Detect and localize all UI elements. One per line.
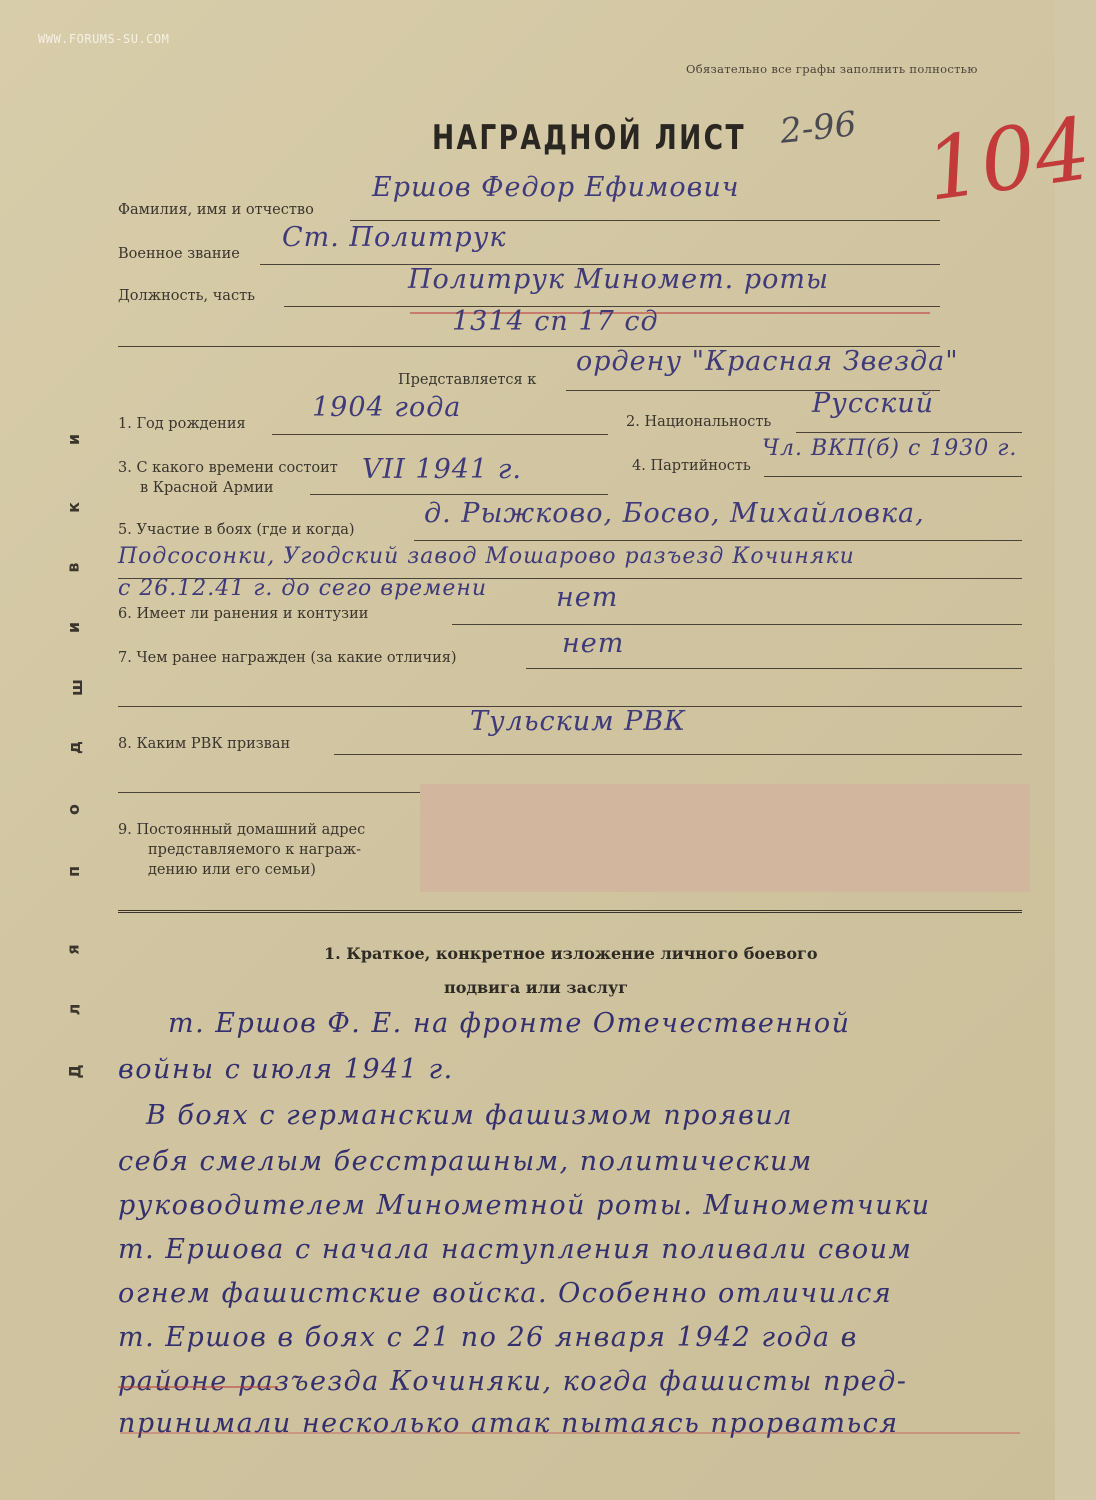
narrative-line: принимали несколько атак пытаясь прорваться (118, 1408, 899, 1439)
sidebar-letter: и (64, 621, 84, 634)
unit-value: 1314 сп 17 сд (452, 306, 659, 337)
nominated-value: ордену "Красная Звезда" (576, 346, 959, 377)
awards-line (526, 668, 1022, 669)
sidebar-letter: л (64, 1003, 84, 1016)
section-title-2: подвига или заслуг (444, 978, 629, 997)
sidebar-signature-caption (60, 400, 100, 1100)
document-title: НАГРАДНОЙ ЛИСТ (432, 118, 746, 158)
narrative-line: т. Ершов Ф. Е. на фронте Отечественной (168, 1008, 851, 1039)
narrative-line: т. Ершова с начала наступления поливали своим (118, 1234, 913, 1265)
birth-year-line (272, 434, 608, 435)
pencil-mark: 2-96 (778, 104, 859, 152)
narrative-line: войны с июля 1941 г. (118, 1054, 454, 1085)
awards-label: 7. Чем ранее награжден (за какие отличия) (118, 650, 457, 666)
fio-line (350, 220, 940, 221)
sidebar-letter: к (63, 502, 83, 513)
red-sheet-number: 104 (919, 99, 1096, 221)
wounds-label: 6. Имеет ли ранения и контузии (118, 606, 369, 622)
battles-line-1 (414, 540, 1022, 541)
party-value: Чл. ВКП(б) с 1930 г. (762, 436, 1018, 461)
nationality-value: Русский (812, 388, 934, 419)
address-label-2: представляемого к награж- (148, 842, 362, 858)
wounds-line (452, 624, 1022, 625)
rank-label: Военное звание (118, 246, 240, 262)
address-label-3: дению или его семьи) (148, 862, 316, 878)
awards-value: нет (562, 628, 625, 659)
rvk-value: Тульским РВК (470, 706, 687, 737)
army-since-line (310, 494, 608, 495)
sidebar-letter: д (64, 741, 84, 754)
fio-value: Ершов Федор Ефимович (372, 172, 740, 203)
army-since-label-1: 3. С какого времени состоит (118, 460, 338, 476)
rank-value: Ст. Политрук (282, 222, 507, 253)
rvk-line (334, 754, 1022, 755)
nominated-label: Представляется к (398, 372, 537, 388)
sidebar-letter: ш (67, 679, 86, 696)
fill-all-fields-note: Обязательно все графы заполнить полностью (686, 62, 978, 76)
sidebar-letter: и (64, 433, 84, 446)
army-since-value: VII 1941 г. (362, 454, 522, 485)
redacted-address (420, 784, 1030, 892)
birth-year-value: 1904 года (312, 392, 462, 423)
battles-label: 5. Участие в боях (где и когда) (118, 522, 355, 538)
fio-label: Фамилия, имя и отчество (118, 202, 314, 218)
rvk-label: 8. Каким РВК призван (118, 736, 291, 752)
red-underline (118, 1386, 278, 1388)
nationality-line (796, 432, 1022, 433)
army-since-label-2: в Красной Армии (140, 480, 274, 496)
position-label: Должность, часть (118, 288, 255, 304)
sidebar-letter: п (64, 865, 84, 878)
battles-value-1: д. Рыжково, Босво, Михайловка, (424, 498, 925, 529)
sidebar-letter: я (63, 944, 83, 955)
narrative-line: т. Ершов в боях с 21 по 26 января 1942 года в (118, 1322, 858, 1353)
party-line (764, 476, 1022, 477)
site-watermark: WWW.FORUMS-SU.COM (38, 32, 170, 46)
section-divider (118, 910, 1022, 913)
position-value: Политрук Миномет. роты (408, 264, 829, 295)
narrative-line: В боях с германским фашизмом проявил (146, 1100, 793, 1131)
address-label-1: 9. Постоянный домашний адрес (118, 822, 366, 838)
narrative-line: районе разъезда Кочиняки, когда фашисты пред- (118, 1366, 908, 1397)
narrative-line: огнем фашистские войска. Особенно отличился (118, 1278, 893, 1309)
red-underline (120, 1432, 1020, 1434)
wounds-value: нет (556, 582, 619, 613)
sidebar-letter: Д (65, 1064, 85, 1079)
nationality-label: 2. Национальность (626, 414, 772, 430)
party-label: 4. Партийность (632, 458, 751, 474)
battles-value-3: с 26.12.41 г. до сего времени (118, 576, 488, 601)
birth-year-label: 1. Год рождения (118, 416, 246, 432)
battles-value-2: Подсосонки, Угодский завод Мошарово разъезд Кочиняки (118, 544, 855, 569)
sidebar-letter: в (63, 562, 83, 573)
sidebar-letter: о (64, 804, 83, 815)
narrative-line: себя смелым бесстрашным, политическим (118, 1146, 813, 1177)
narrative-line: руководителем Минометной роты. Минометчики (118, 1190, 931, 1221)
section-title-1: 1. Краткое, конкретное изложение личного боевого (324, 944, 818, 963)
